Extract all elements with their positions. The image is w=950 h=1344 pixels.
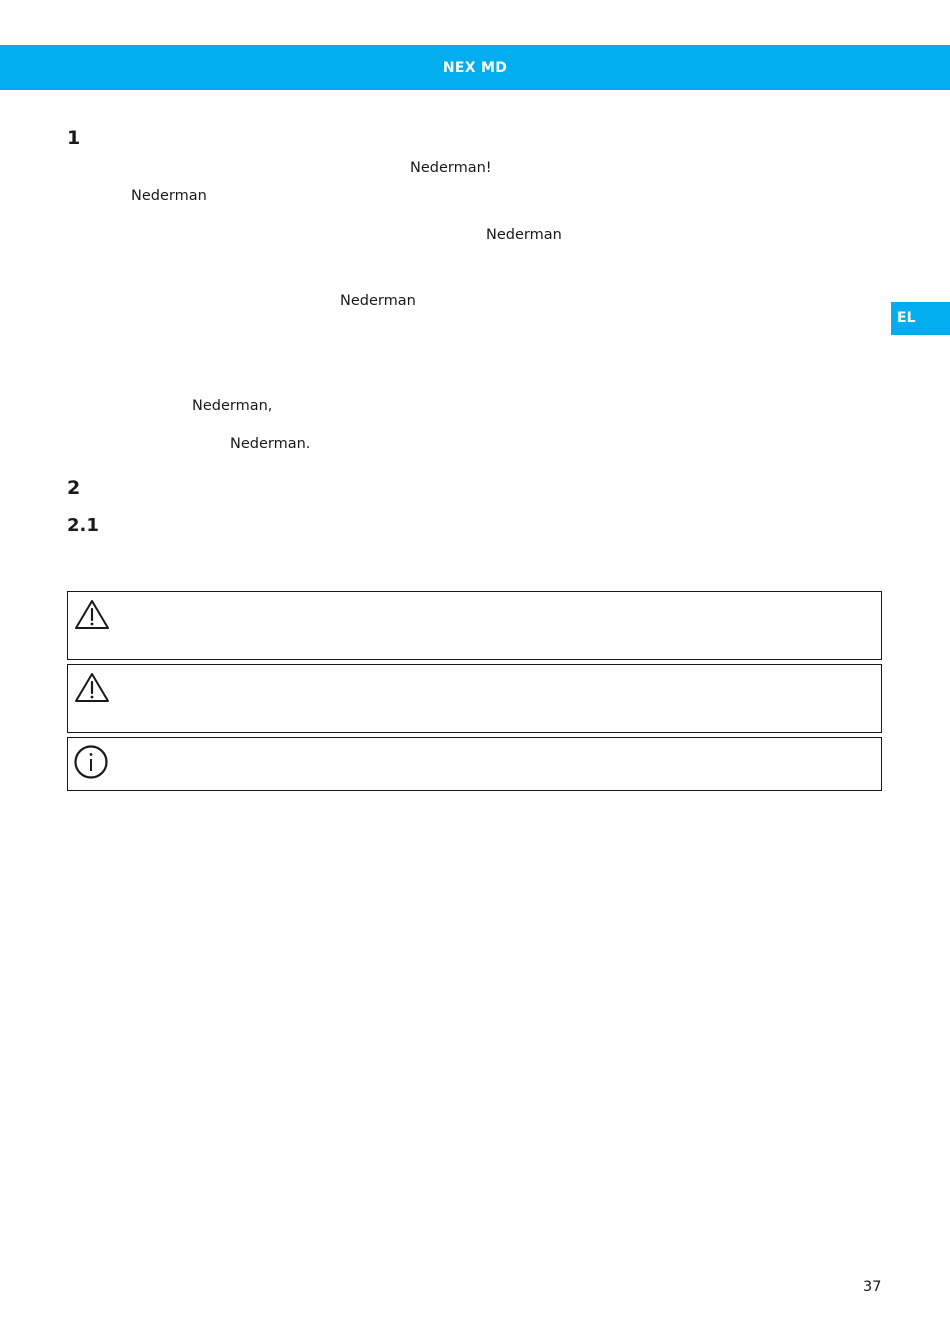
header-bar [0, 45, 950, 90]
text-fragment: Nederman [340, 293, 416, 309]
text-fragment: Nederman, [192, 398, 273, 414]
text-fragment: Nederman [131, 188, 207, 204]
header-title: NEX MD [442, 59, 508, 76]
warning-triangle-icon [74, 598, 110, 632]
section-1-number: 1 [67, 127, 81, 149]
warning-triangle-icon [74, 671, 110, 705]
info-notice-box [67, 737, 882, 791]
text-fragment: Nederman [486, 227, 562, 243]
language-tab[interactable]: EL [891, 302, 950, 335]
info-circle-icon [74, 744, 110, 778]
caution-notice-box [67, 664, 882, 733]
warning-notice-box [67, 591, 882, 660]
text-fragment: Nederman. [230, 436, 311, 452]
page-number: 37 [863, 1279, 882, 1295]
subsection-2-1-number: 2.1 [67, 515, 99, 536]
section-2-number: 2 [67, 477, 81, 499]
text-fragment: Nederman! [410, 160, 492, 176]
